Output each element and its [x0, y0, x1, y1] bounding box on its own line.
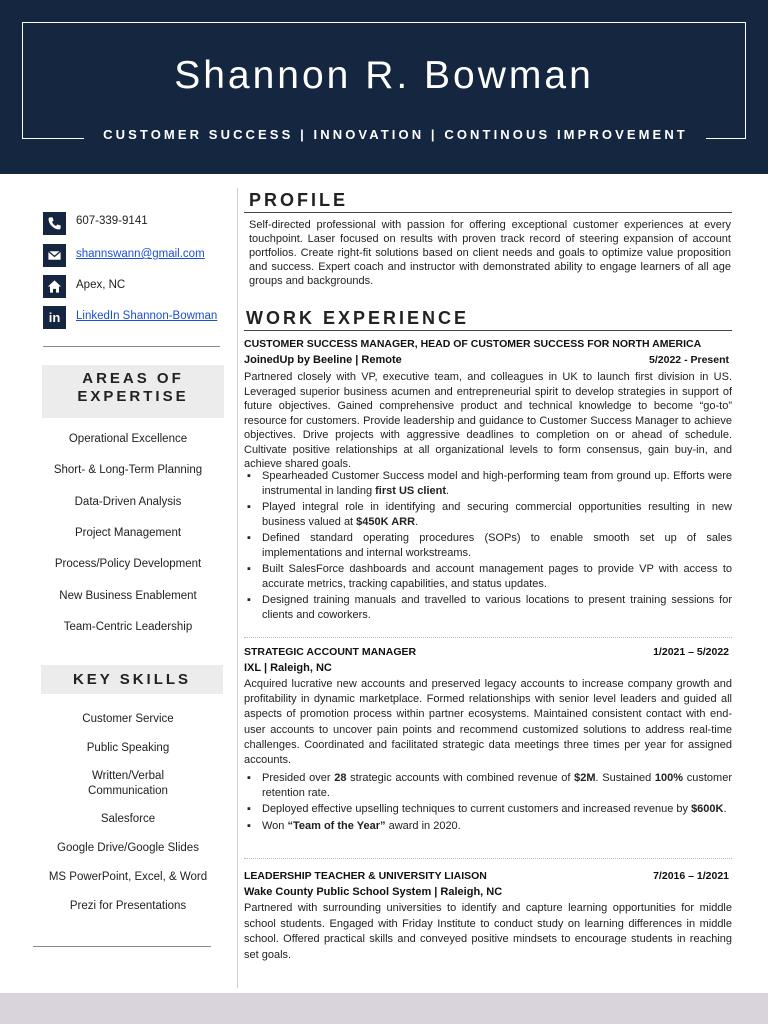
job-bullets [244, 469, 732, 624]
contact-phone-row [43, 212, 233, 236]
phone-icon [43, 212, 66, 235]
expertise-heading-line2: EXPERTISE [77, 388, 189, 405]
job-dates: 1/2021 – 5/2022 [653, 646, 729, 658]
contact-phone: 607-339-9141 [76, 215, 148, 227]
contact-divider [43, 346, 220, 347]
job-dates: 5/2022 - Present [649, 354, 729, 366]
job-company: JoinedUp by Beeline | Remote [244, 354, 402, 366]
contact-location: Apex, NC [76, 279, 126, 291]
job-bullet: ▪ Spearheaded Customer Success model and high-performing team from ground up. Efforts were instrumental in landing first US client. [244, 469, 732, 498]
expertise-item: Data-Driven Analysis [74, 496, 182, 508]
page-footer-bar [0, 993, 768, 1024]
skill-item: Customer Service [82, 713, 174, 725]
work-experience-rule [244, 330, 732, 331]
column-divider [237, 188, 238, 988]
job-bullet: ▪ Defined standard operating procedures (SOPs) to enable smooth set up of sales implementations and internal workstreams. [244, 531, 732, 560]
job-bullet: ▪ Designed training manuals and travelled to various locations to present training sessions for clients and coworkers. [244, 593, 732, 622]
expertise-item: Project Management [74, 527, 182, 539]
header-frame-top [22, 22, 745, 23]
profile-heading: PROFILE [249, 190, 349, 210]
job-title: LEADERSHIP TEACHER & UNIVERSITY LIAISON [244, 870, 487, 882]
skill-item: Salesforce [100, 813, 156, 825]
profile-rule [244, 212, 732, 213]
contact-linkedin-row[interactable] [43, 306, 233, 330]
job-bullet: ▪ Presided over 28 strategic accounts with combined revenue of $2M. Sustained 100% customer retention rate. [244, 771, 732, 800]
key-skills-heading: KEY SKILLS [41, 665, 223, 694]
contact-email-link[interactable]: shannswann@gmail.com [76, 248, 205, 260]
job-dates: 7/2016 – 1/2021 [653, 870, 729, 882]
job-separator [244, 858, 732, 859]
work-experience-heading: WORK EXPERIENCE [246, 308, 470, 328]
skill-item: MS PowerPoint, Excel, & Word [48, 871, 208, 883]
envelope-icon [43, 244, 66, 267]
job-company: IXL | Raleigh, NC [244, 662, 332, 674]
skill-item: Public Speaking [86, 742, 170, 754]
expertise-heading-line1: AREAS OF [82, 370, 184, 387]
job-summary: Acquired lucrative new accounts and preserved legacy accounts to increase company growth and profitability in dynamic marketplace. Formed relationships with senior level leaders and guided all aspects of promotion process within partner ecosystems. Maintained consistent contact with end-user accounts to uncover pain points and recommend customized solutions to address real-time challenges. Coordinated and facilitated strategic data meetings three times per year for assigned accounts. [244, 678, 732, 767]
skill-item: Written/Verbal Communication [88, 770, 168, 797]
linkedin-icon: in [43, 306, 66, 329]
expertise-item: Short- & Long-Term Planning [53, 464, 203, 476]
home-icon [43, 275, 66, 298]
job-bullet: ▪ Built SalesForce dashboards and account management pages to provide VP with access to accurate metrics, tracking capabilities, and status updates. [244, 562, 732, 591]
profile-summary: Self-directed professional with passion for offering exceptional customer experiences at every touchpoint. Laser focused on results with proven track record of steering expansion of account portfolios. Create right-fit solutions based on client needs and goals to optimize value proposition and success. Expert coach and instructor with demonstrated ability to engage learners of all age groups and backgrounds. [249, 219, 731, 287]
job-separator [244, 637, 732, 638]
expertise-heading [42, 365, 224, 418]
expertise-item: Team-Centric Leadership [63, 621, 193, 633]
job-bullet: ▪ Played integral role in identifying and securing commercial opportunities resulting in new business valued at $450K ARR. [244, 500, 732, 529]
job-title: CUSTOMER SUCCESS MANAGER, HEAD OF CUSTOMER SUCCESS FOR NORTH AMERICA [244, 338, 702, 350]
expertise-item: Operational Excellence [68, 433, 188, 445]
job-company: Wake County Public School System | Raleigh, NC [244, 886, 503, 898]
expertise-item: New Business Enablement [59, 590, 197, 602]
skill-item: Google Drive/Google Slides [57, 842, 199, 854]
header-frame-bottom-right [706, 138, 746, 139]
contact-location-row [43, 275, 233, 299]
expertise-item: Process/Policy Development [54, 558, 202, 570]
skills-divider [33, 946, 211, 947]
job-summary: Partnered with surrounding universities to identify and capture learning opportunities for middle school students. Engaged with Friday Institute to conduct study on learning differences in middle school. Offered practical skills and conveyed positive mindsets to encourage students in reaching set goals. [244, 902, 732, 961]
contact-email-row[interactable] [43, 244, 233, 268]
candidate-name: Shannon R. Bowman [174, 54, 594, 97]
resume-header [0, 0, 768, 174]
skill-item: Prezi for Presentations [69, 900, 187, 912]
header-frame-bottom-left [22, 138, 84, 139]
job-bullet: ▪ Won “Team of the Year” award in 2020. [244, 819, 732, 834]
contact-linkedin-link[interactable]: LinkedIn Shannon-Bowman [76, 310, 218, 322]
job-summary: Partnered closely with VP, executive team, and colleagues in UK to launch first division in US. Leveraged superior business acumen and entrepreneurial spirit to develop strategies in support of future objectives. Gained comprehensive product and technical knowledge to become “go-to” resource for customers. Provide leadership and guidance to Customer Success Manager to achieve objectives. Drive projects with aggressive deadlines to completion on or ahead of schedule. Cultivate positive relationships at all organizational levels to form consensus, gain buy-in, and achieve shared goals. [244, 371, 732, 470]
job-title: STRATEGIC ACCOUNT MANAGER [244, 646, 417, 658]
job-bullet: ▪ Deployed effective upselling techniques to current customers and increased revenue by $600K. [244, 802, 732, 817]
header-tagline: CUSTOMER SUCCESS | INNOVATION | CONTINOUS IMPROVEMENT [103, 127, 688, 142]
job-bullets [244, 771, 732, 835]
